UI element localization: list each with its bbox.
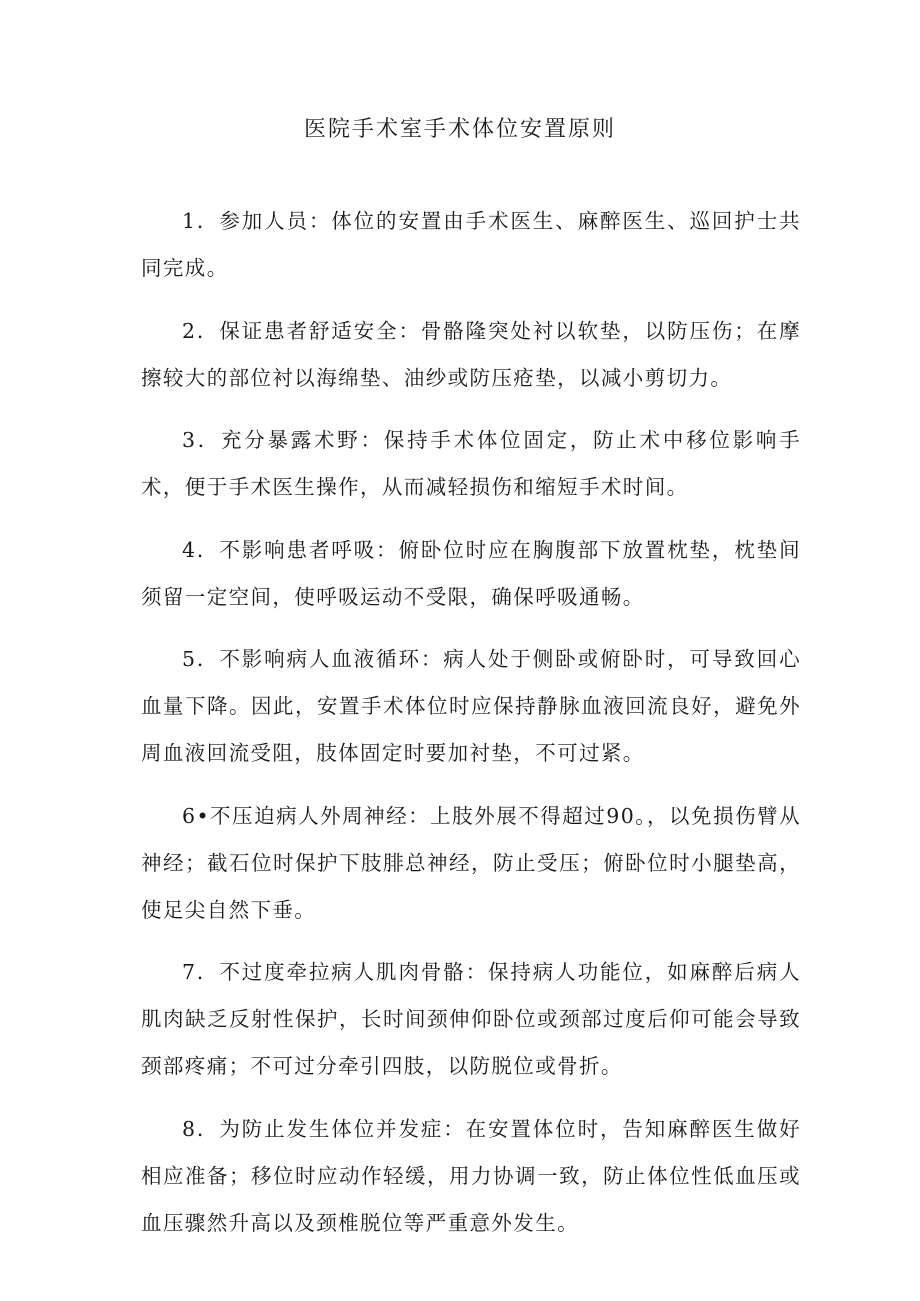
paragraph-1: 1．参加人员：体位的安置由手术医生、麻醉医生、巡回护士共同完成。 [141, 209, 801, 280]
paragraph-7: 7．不过度牵拉病人肌肉骨骼：保持病人功能位，如麻醉后病人肌肉缺乏反射性保护，长时间颈伸仰卧位或颈部过度后仰可能会导致颈部疼痛；不可过分牵引四肢，以防脱位或骨折。 [141, 960, 801, 1078]
paragraph-4: 4．不影响患者呼吸：俯卧位时应在胸腹部下放置枕垫，枕垫间须留一定空间，使呼吸运动不受限，确保呼吸通畅。 [141, 537, 801, 609]
document-title: 医院手术室手术体位安置原则 [303, 117, 616, 142]
paragraph-6: 6•不压迫病人外周神经：上肢外展不得超过90。，以免损伤臂从神经；截石位时保护下肢腓总神经，防止受压；俯卧位时小腿垫高，使足尖自然下垂。 [141, 803, 801, 922]
document-body [141, 198, 801, 1262]
paragraph-3: 3．充分暴露术野：保持手术体位固定，防止术中移位影响手术，便于手术医生操作，从而减轻损伤和缩短手术时间。 [141, 428, 801, 499]
paragraph-2: 2．保证患者舒适安全：骨骼隆突处衬以软垫，以防压伤；在摩擦较大的部位衬以海绵垫、油纱或防压疮垫，以减小剪切力。 [141, 318, 801, 390]
paragraph-8: 8．为防止发生体位并发症：在安置体位时，告知麻醉医生做好相应准备；移位时应动作轻缓，用力协调一致，防止体位性低血压或血压骤然升高以及颈椎脱位等严重意外发生。 [141, 1116, 801, 1235]
paragraph-5: 5．不影响病人血液循环：病人处于侧卧或俯卧时，可导致回心血量下降。因此，安置手术体位时应保持静脉血液回流良好，避免外周血液回流受阻，肢体固定时要加衬垫，不可过紧。 [141, 647, 801, 765]
